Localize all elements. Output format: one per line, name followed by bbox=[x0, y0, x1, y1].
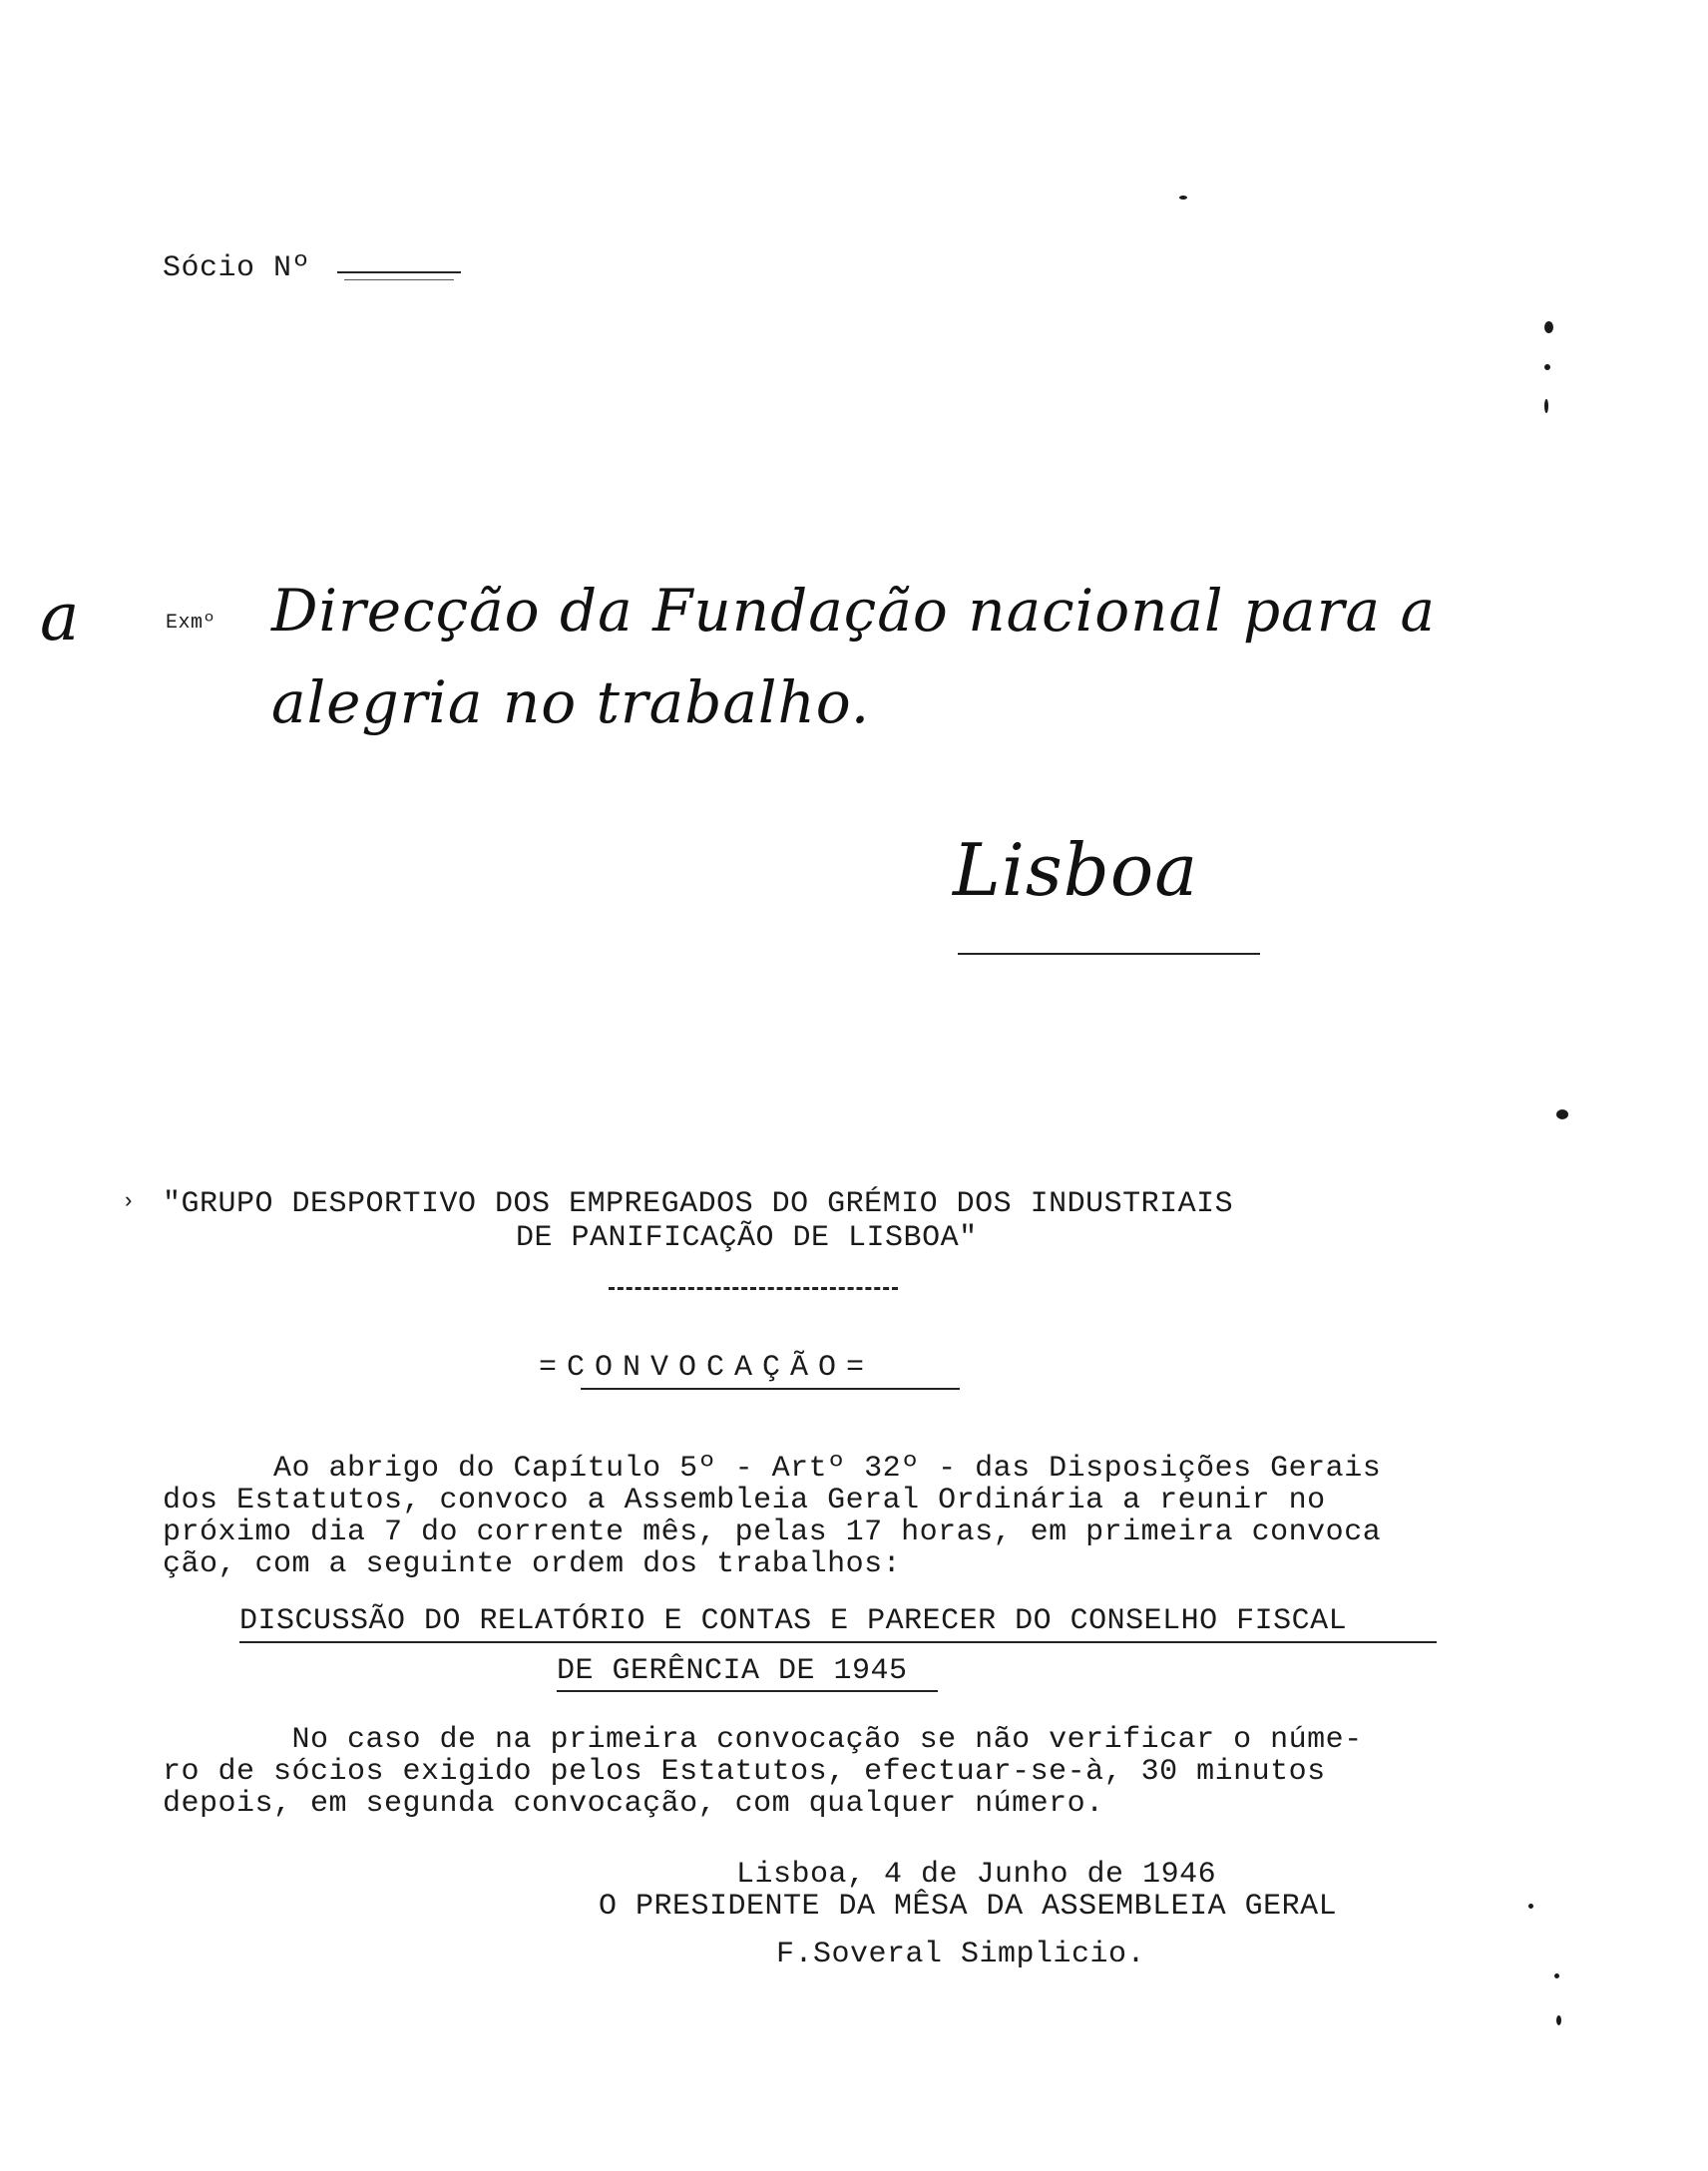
exmo-label: Exmº bbox=[166, 612, 216, 635]
scan-speck bbox=[1556, 2015, 1561, 2025]
title-dashed-divider bbox=[609, 1287, 898, 1290]
closing-date: Lisboa, 4 de Junho de 1946 bbox=[736, 1858, 1217, 1892]
closing-signature: F.Soveral Simplicio. bbox=[776, 1938, 1146, 1971]
socio-number-label: Sócio Nº bbox=[163, 251, 311, 285]
agenda-item-line2-underline bbox=[557, 1690, 938, 1692]
agenda-item-line1: DISCUSSÃO DO RELATÓRIO E CONTAS E PARECER DO CONSELHO FISCAL bbox=[239, 1604, 1348, 1638]
organization-title-line1: "GRUPO DESPORTIVO DOS EMPREGADOS DO GRÉMIO DOS INDUSTRIAIS bbox=[163, 1187, 1234, 1221]
handwritten-addressee-prefix: a bbox=[40, 579, 81, 655]
margin-mark-icon: › bbox=[122, 1189, 136, 1214]
agenda-item-line1-underline bbox=[239, 1641, 1437, 1643]
paragraph2-line1: No caso de na primeira convocação se não verificar o núme- bbox=[163, 1723, 1363, 1757]
paragraph1-line1: Ao abrigo do Capítulo 5º - Artº 32º - das Disposições Gerais bbox=[163, 1452, 1382, 1486]
addressee-city-underline bbox=[958, 953, 1260, 955]
handwritten-addressee-line2: alegria no trabalho. bbox=[271, 668, 871, 736]
paragraph1-line4: ção, com a seguinte ordem dos trabalhos: bbox=[163, 1547, 902, 1581]
convocation-heading-underline bbox=[581, 1388, 960, 1390]
closing-role: O PRESIDENTE DA MÊSA DA ASSEMBLEIA GERAL bbox=[599, 1890, 1338, 1924]
scan-speck bbox=[1544, 321, 1553, 333]
paragraph2-line3: depois, em segunda convocação, com qualquer número. bbox=[163, 1787, 1104, 1821]
handwritten-addressee-city: Lisboa bbox=[953, 828, 1199, 912]
socio-number-blank-line bbox=[337, 271, 461, 273]
organization-title-line2: DE PANIFICAÇÃO DE LISBOA" bbox=[516, 1221, 978, 1255]
scan-speck bbox=[1554, 1973, 1559, 1978]
scan-speck bbox=[1544, 399, 1548, 413]
scan-speck bbox=[1556, 1109, 1568, 1119]
scan-speck bbox=[1544, 364, 1550, 370]
scan-speck bbox=[1528, 1904, 1533, 1909]
agenda-item-line2: DE GERÊNCIA DE 1945 bbox=[557, 1654, 908, 1688]
convocation-heading: =CONVOCAÇÃO= bbox=[539, 1351, 875, 1385]
paragraph2-line2: ro de sócios exigido pelos Estatutos, efectuar-se-à, 30 minutos bbox=[163, 1755, 1326, 1789]
paragraph1-line2: dos Estatutos, convoco a Assembleia Geral Ordinária a reunir no bbox=[163, 1484, 1326, 1518]
scan-speck bbox=[1179, 196, 1187, 200]
socio-number-blank-line-under bbox=[344, 279, 454, 280]
handwritten-addressee-line1: Direcção da Fundação nacional para a bbox=[271, 577, 1437, 645]
paragraph1-line3: próximo dia 7 do corrente mês, pelas 17 horas, em primeira convoca bbox=[163, 1516, 1382, 1549]
